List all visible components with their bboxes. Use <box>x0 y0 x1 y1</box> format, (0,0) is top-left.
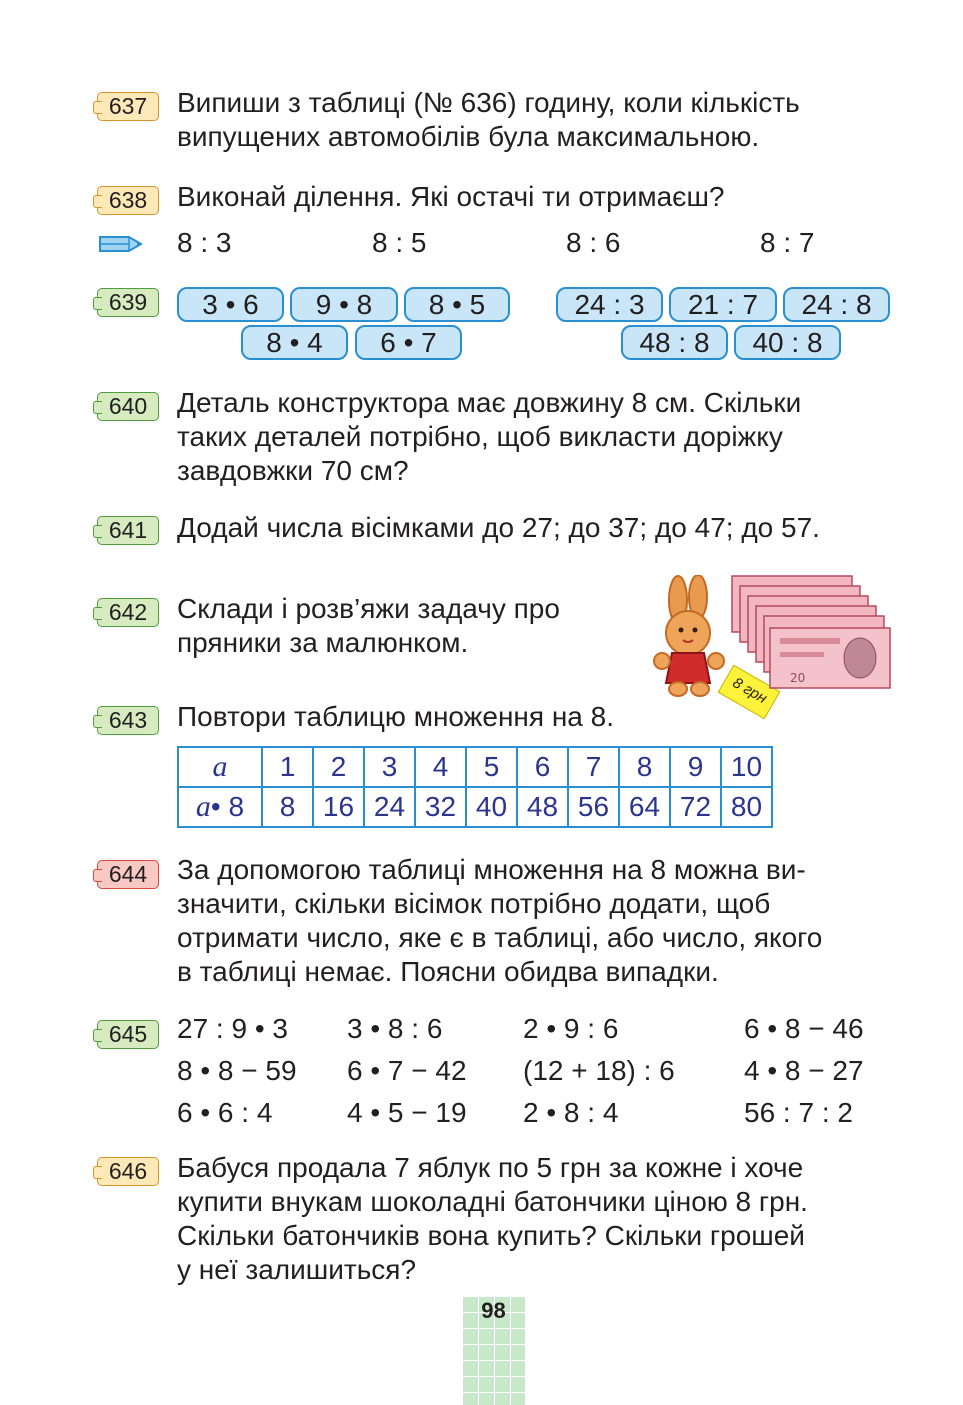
expression-card: 8 • 4 <box>241 325 348 360</box>
task-640-text <box>177 386 889 488</box>
table-cell: 64 <box>619 787 670 827</box>
expression-card: 21 : 7 <box>669 287 777 322</box>
task-641-text: Додай числа вісімками до 27; до 37; до 47; до 57. <box>177 512 820 543</box>
task-644-line-4: в таблиці немає. Поясни обидва випадки. <box>177 956 719 987</box>
expression-card: 24 : 8 <box>783 287 890 322</box>
task-number-637: 637 <box>97 92 159 121</box>
task-number-646: 646 <box>97 1157 159 1186</box>
banknotes-illustration <box>730 572 892 692</box>
expression: 4 • 8 − 27 <box>744 1055 864 1086</box>
expression-card: 6 • 7 <box>355 325 462 360</box>
task-640-line-2: таких деталей потрібно, щоб викласти доріжку <box>177 421 783 452</box>
task-number-641: 641 <box>97 516 159 545</box>
table-cell: 3 <box>364 747 415 787</box>
svg-text:20: 20 <box>790 671 806 685</box>
expression: 4 • 5 − 19 <box>347 1097 467 1128</box>
task-643-text: Повтори таблицю множення на 8. <box>177 701 614 732</box>
row-label-op: • 8 <box>210 791 245 822</box>
expression: 27 : 9 • 3 <box>177 1013 288 1044</box>
table-cell: 1 <box>262 747 313 787</box>
table-row <box>178 747 772 787</box>
task-number-640: 640 <box>97 392 159 421</box>
table-cell: 5 <box>466 747 517 787</box>
row-label-a: a <box>178 747 262 787</box>
task-644-line-3: отримати число, яке є в таблиці, або число, якого <box>177 922 823 953</box>
expression-card: 9 • 8 <box>290 287 398 322</box>
task-642-line-2: пряники за малюнком. <box>177 627 469 658</box>
task-646-line-4: у неї залишиться? <box>177 1254 417 1285</box>
task-638-text: Виконай ділення. Які остачі ти отримаєш? <box>177 181 725 212</box>
table-cell: 8 <box>619 747 670 787</box>
table-cell: 2 <box>313 747 364 787</box>
expression: 6 • 7 − 42 <box>347 1055 467 1086</box>
table-cell: 48 <box>517 787 568 827</box>
task-638-expr-3: 8 : 6 <box>566 227 621 258</box>
table-cell: 6 <box>517 747 568 787</box>
table-cell: 72 <box>670 787 721 827</box>
expression: 2 • 8 : 4 <box>523 1097 619 1128</box>
task-637-text <box>177 86 889 154</box>
expression: 3 • 8 : 6 <box>347 1013 443 1044</box>
task-644-text <box>177 853 889 989</box>
table-cell: 24 <box>364 787 415 827</box>
task-646-line-1: Бабуся продала 7 яблук по 5 грн за кожне і хоче <box>177 1152 804 1183</box>
expression-card: 40 : 8 <box>734 325 841 360</box>
price-tag-text: 8 грн <box>729 674 770 708</box>
task-644-line-2: значити, скільки вісімок потрібно додати, щоб <box>177 888 771 919</box>
row-label-a-times-8 <box>178 787 262 827</box>
expression-card: 3 • 6 <box>177 287 284 322</box>
table-cell: 9 <box>670 747 721 787</box>
task-number-645: 645 <box>97 1020 159 1049</box>
task-638-expr-1: 8 : 3 <box>177 227 232 258</box>
expression: 2 • 9 : 6 <box>523 1013 619 1044</box>
task-644-line-1: За допомогою таблиці множення на 8 можна ви- <box>177 854 806 885</box>
task-number-638: 638 <box>97 186 159 215</box>
row-label-var: a <box>195 790 211 823</box>
expression: 6 • 8 − 46 <box>744 1013 864 1044</box>
task-646-text <box>177 1151 889 1287</box>
task-642-text <box>177 592 637 660</box>
pencil-icon <box>97 233 145 255</box>
task-642-line-1: Склади і розв’яжи задачу про <box>177 593 560 624</box>
expression-card: 48 : 8 <box>621 325 728 360</box>
task-646-line-2: купити внукам шоколадні батончики ціною 8 грн. <box>177 1186 808 1217</box>
task-638-expr-4: 8 : 7 <box>760 227 815 258</box>
task-646-line-3: Скільки батончиків вона купить? Скільки грошей <box>177 1220 805 1251</box>
task-638-expr-2: 8 : 5 <box>372 227 427 258</box>
table-cell: 8 <box>262 787 313 827</box>
task-640-line-3: завдовжки 70 см? <box>177 455 409 486</box>
expression: (12 + 18) : 6 <box>523 1055 675 1086</box>
table-cell: 16 <box>313 787 364 827</box>
table-cell: 10 <box>721 747 772 787</box>
table-cell: 56 <box>568 787 619 827</box>
expression: 56 : 7 : 2 <box>744 1097 853 1128</box>
expression: 8 • 8 − 59 <box>177 1055 297 1086</box>
page-number: 98 <box>481 1298 506 1323</box>
task-637-line-1: Випиши з таблиці (№ 636) годину, коли кількість <box>177 87 800 118</box>
multiplication-table <box>177 746 773 828</box>
task-number-643: 643 <box>97 706 159 735</box>
table-cell: 40 <box>466 787 517 827</box>
table-cell: 32 <box>415 787 466 827</box>
table-cell: 4 <box>415 747 466 787</box>
task-number-639: 639 <box>97 288 159 317</box>
task-640-line-1: Деталь конструктора має довжину 8 см. Скільки <box>177 387 802 418</box>
table-cell: 80 <box>721 787 772 827</box>
task-637-line-2: випущених автомобілів була максимальною. <box>177 121 760 152</box>
table-row <box>178 787 772 827</box>
expression: 6 • 6 : 4 <box>177 1097 273 1128</box>
table-cell: 7 <box>568 747 619 787</box>
task-number-642: 642 <box>97 598 159 627</box>
task-number-644: 644 <box>97 860 159 889</box>
expression-card: 8 • 5 <box>404 287 510 322</box>
expression-card: 24 : 3 <box>556 287 663 322</box>
